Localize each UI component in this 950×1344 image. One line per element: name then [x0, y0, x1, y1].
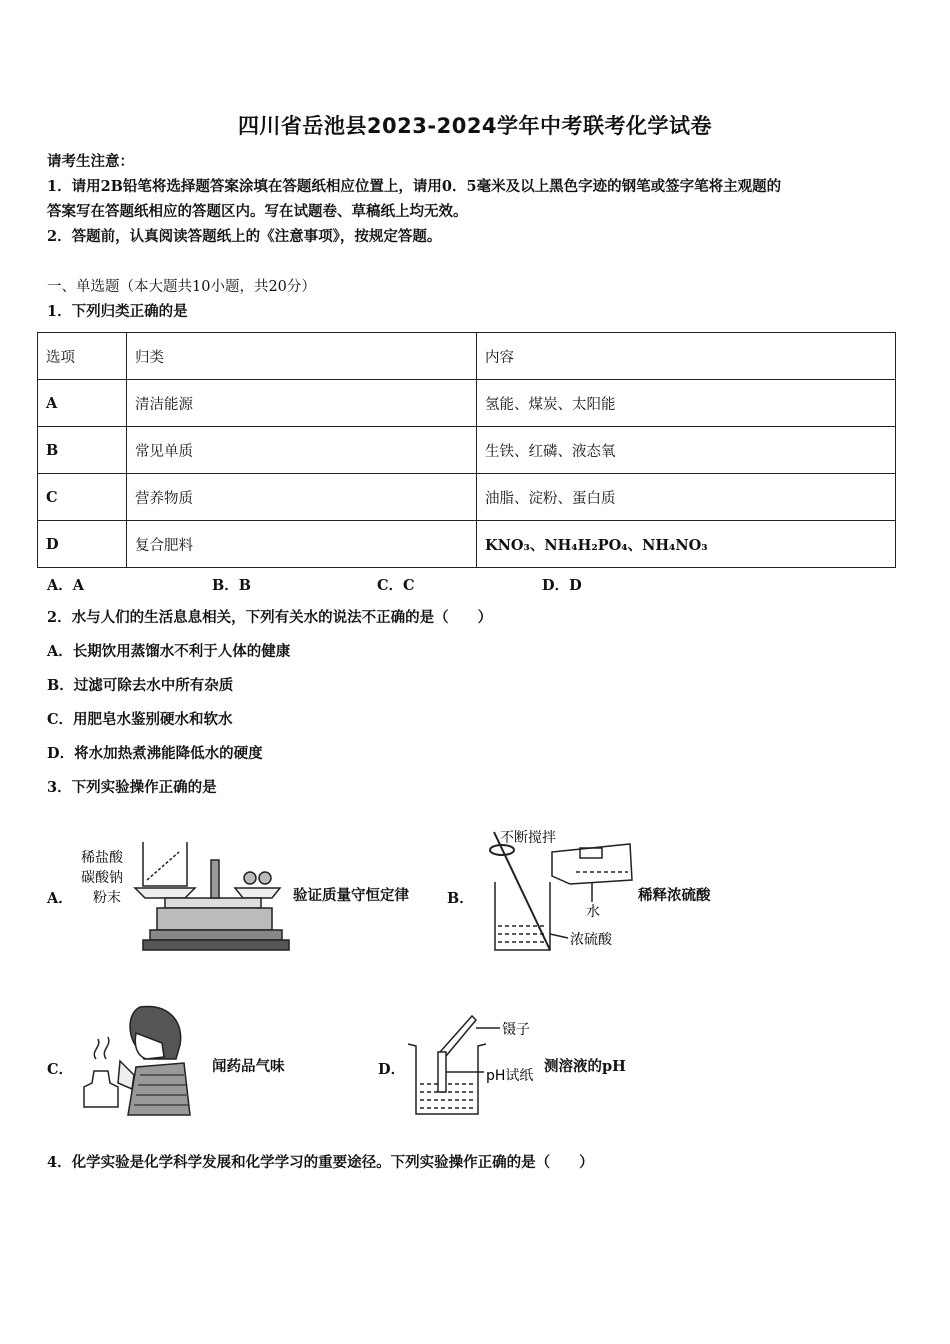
- table-cell-content: 氢能、煤炭、太阳能: [477, 380, 896, 427]
- person-icon: [118, 1006, 190, 1115]
- q3-option-a-caption: 验证质量守恒定律: [293, 887, 409, 904]
- notice-item-1-line-2: 答案写在答题纸相应的答题区内。写在试题卷、草稿纸上均无效。: [47, 203, 468, 220]
- table-cell-option: B: [38, 427, 127, 474]
- tweezers-icon: [440, 1016, 500, 1056]
- q3-option-b-letter: B．: [447, 890, 474, 907]
- balance-icon: [135, 860, 289, 950]
- q2-stem: 2．水与人们的生活息息相关，下列有关水的说法不正确的是（ ）: [47, 609, 493, 626]
- page-title: 四川省岳池县2023-2024学年中考联考化学试卷: [237, 114, 713, 138]
- table-cell-category: 复合肥料: [127, 521, 477, 568]
- table-header-cell: 归类: [127, 333, 477, 380]
- label-keep-stirring: 不断搅拌: [500, 830, 556, 846]
- label-water: 水: [586, 904, 600, 920]
- table-cell-category: 常见单质: [127, 427, 477, 474]
- glass-rod-icon: [490, 832, 550, 950]
- table-cell-content: 油脂、淀粉、蛋白质: [477, 474, 896, 521]
- table-row: [38, 380, 896, 427]
- table-cell-option: D: [38, 521, 127, 568]
- q3-option-c-letter: C．: [47, 1061, 74, 1078]
- q3-option-a-letter: A．: [47, 890, 73, 907]
- table-cell-content: KNO₃、NH₄H₂PO₄、NH₄NO₃: [477, 521, 896, 568]
- q1-stem: 1．下列归类正确的是: [47, 303, 188, 320]
- bottle-icon: [84, 1037, 118, 1107]
- q2-choice-a: A．长期饮用蒸馏水不利于人体的健康: [47, 643, 291, 660]
- notice-heading: 请考生注意：: [47, 153, 134, 170]
- section-heading: 一、单选题（本大题共10小题，共20分）: [47, 279, 316, 295]
- q1-table: [37, 332, 896, 568]
- label-ph-paper: pH试纸: [486, 1068, 534, 1084]
- table-cell-option: A: [38, 380, 127, 427]
- q1-choice-b: B．B: [212, 577, 252, 594]
- q2-choice-c: C．用肥皂水鉴别硬水和软水: [47, 711, 233, 728]
- q2-choice-d: D．将水加热煮沸能降低水的硬度: [47, 745, 263, 762]
- q3-option-d-caption: 测溶液的pH: [544, 1058, 626, 1075]
- beaker-icon: [143, 842, 187, 886]
- notice-item-1-line-1: 1．请用2B铅笔将选择题答案涂填在答题纸相应位置上，请用0．5毫米及以上黑色字迹的钢笔或签字笔将主观题的: [47, 178, 782, 195]
- table-header-cell: 内容: [477, 333, 896, 380]
- table-cell-content: 生铁、红磷、液态氧: [477, 427, 896, 474]
- ph-paper-icon: [438, 1052, 484, 1092]
- q2-choice-b: B．过滤可除去水中所有杂质: [47, 677, 234, 694]
- q1-choice-c: C．C: [377, 577, 415, 594]
- label-tweezers: 镊子: [502, 1022, 530, 1038]
- smelling-diagram: [80, 1003, 192, 1118]
- q4-stem: 4．化学实验是化学科学发展和化学学习的重要途径。下列实验操作正确的是（ ）: [47, 1154, 594, 1171]
- ph-test-diagram: [402, 1012, 542, 1117]
- q1-choice-a: A．A: [47, 577, 85, 594]
- table-header-cell: 选项: [38, 333, 127, 380]
- table-cell-option: C: [38, 474, 127, 521]
- table-header-row: [38, 333, 896, 380]
- balance-diagram: [75, 830, 290, 955]
- label-hydrochloric-acid: 稀盐酸: [81, 850, 123, 866]
- table-cell-category: 清洁能源: [127, 380, 477, 427]
- label-sodium-carbonate: 碳酸钠: [81, 870, 123, 886]
- table-row: [38, 474, 896, 521]
- table-cell-category: 营养物质: [127, 474, 477, 521]
- notice-item-2: 2．答题前，认真阅读答题纸上的《注意事项》，按规定答题。: [47, 228, 442, 245]
- q3-option-b-caption: 稀释浓硫酸: [638, 887, 711, 904]
- table-row: [38, 521, 896, 568]
- label-powder: 粉末: [93, 890, 121, 906]
- q3-option-d-letter: D．: [378, 1061, 406, 1078]
- q3-stem: 3．下列实验操作正确的是: [47, 779, 217, 796]
- q1-choice-d: D．D: [542, 577, 582, 594]
- q3-option-c-caption: 闻药品气味: [212, 1058, 285, 1075]
- flask-icon: [550, 844, 632, 938]
- dilution-diagram: [480, 822, 640, 957]
- label-concentrated-sulfuric-acid: 浓硫酸: [570, 932, 612, 948]
- table-row: [38, 427, 896, 474]
